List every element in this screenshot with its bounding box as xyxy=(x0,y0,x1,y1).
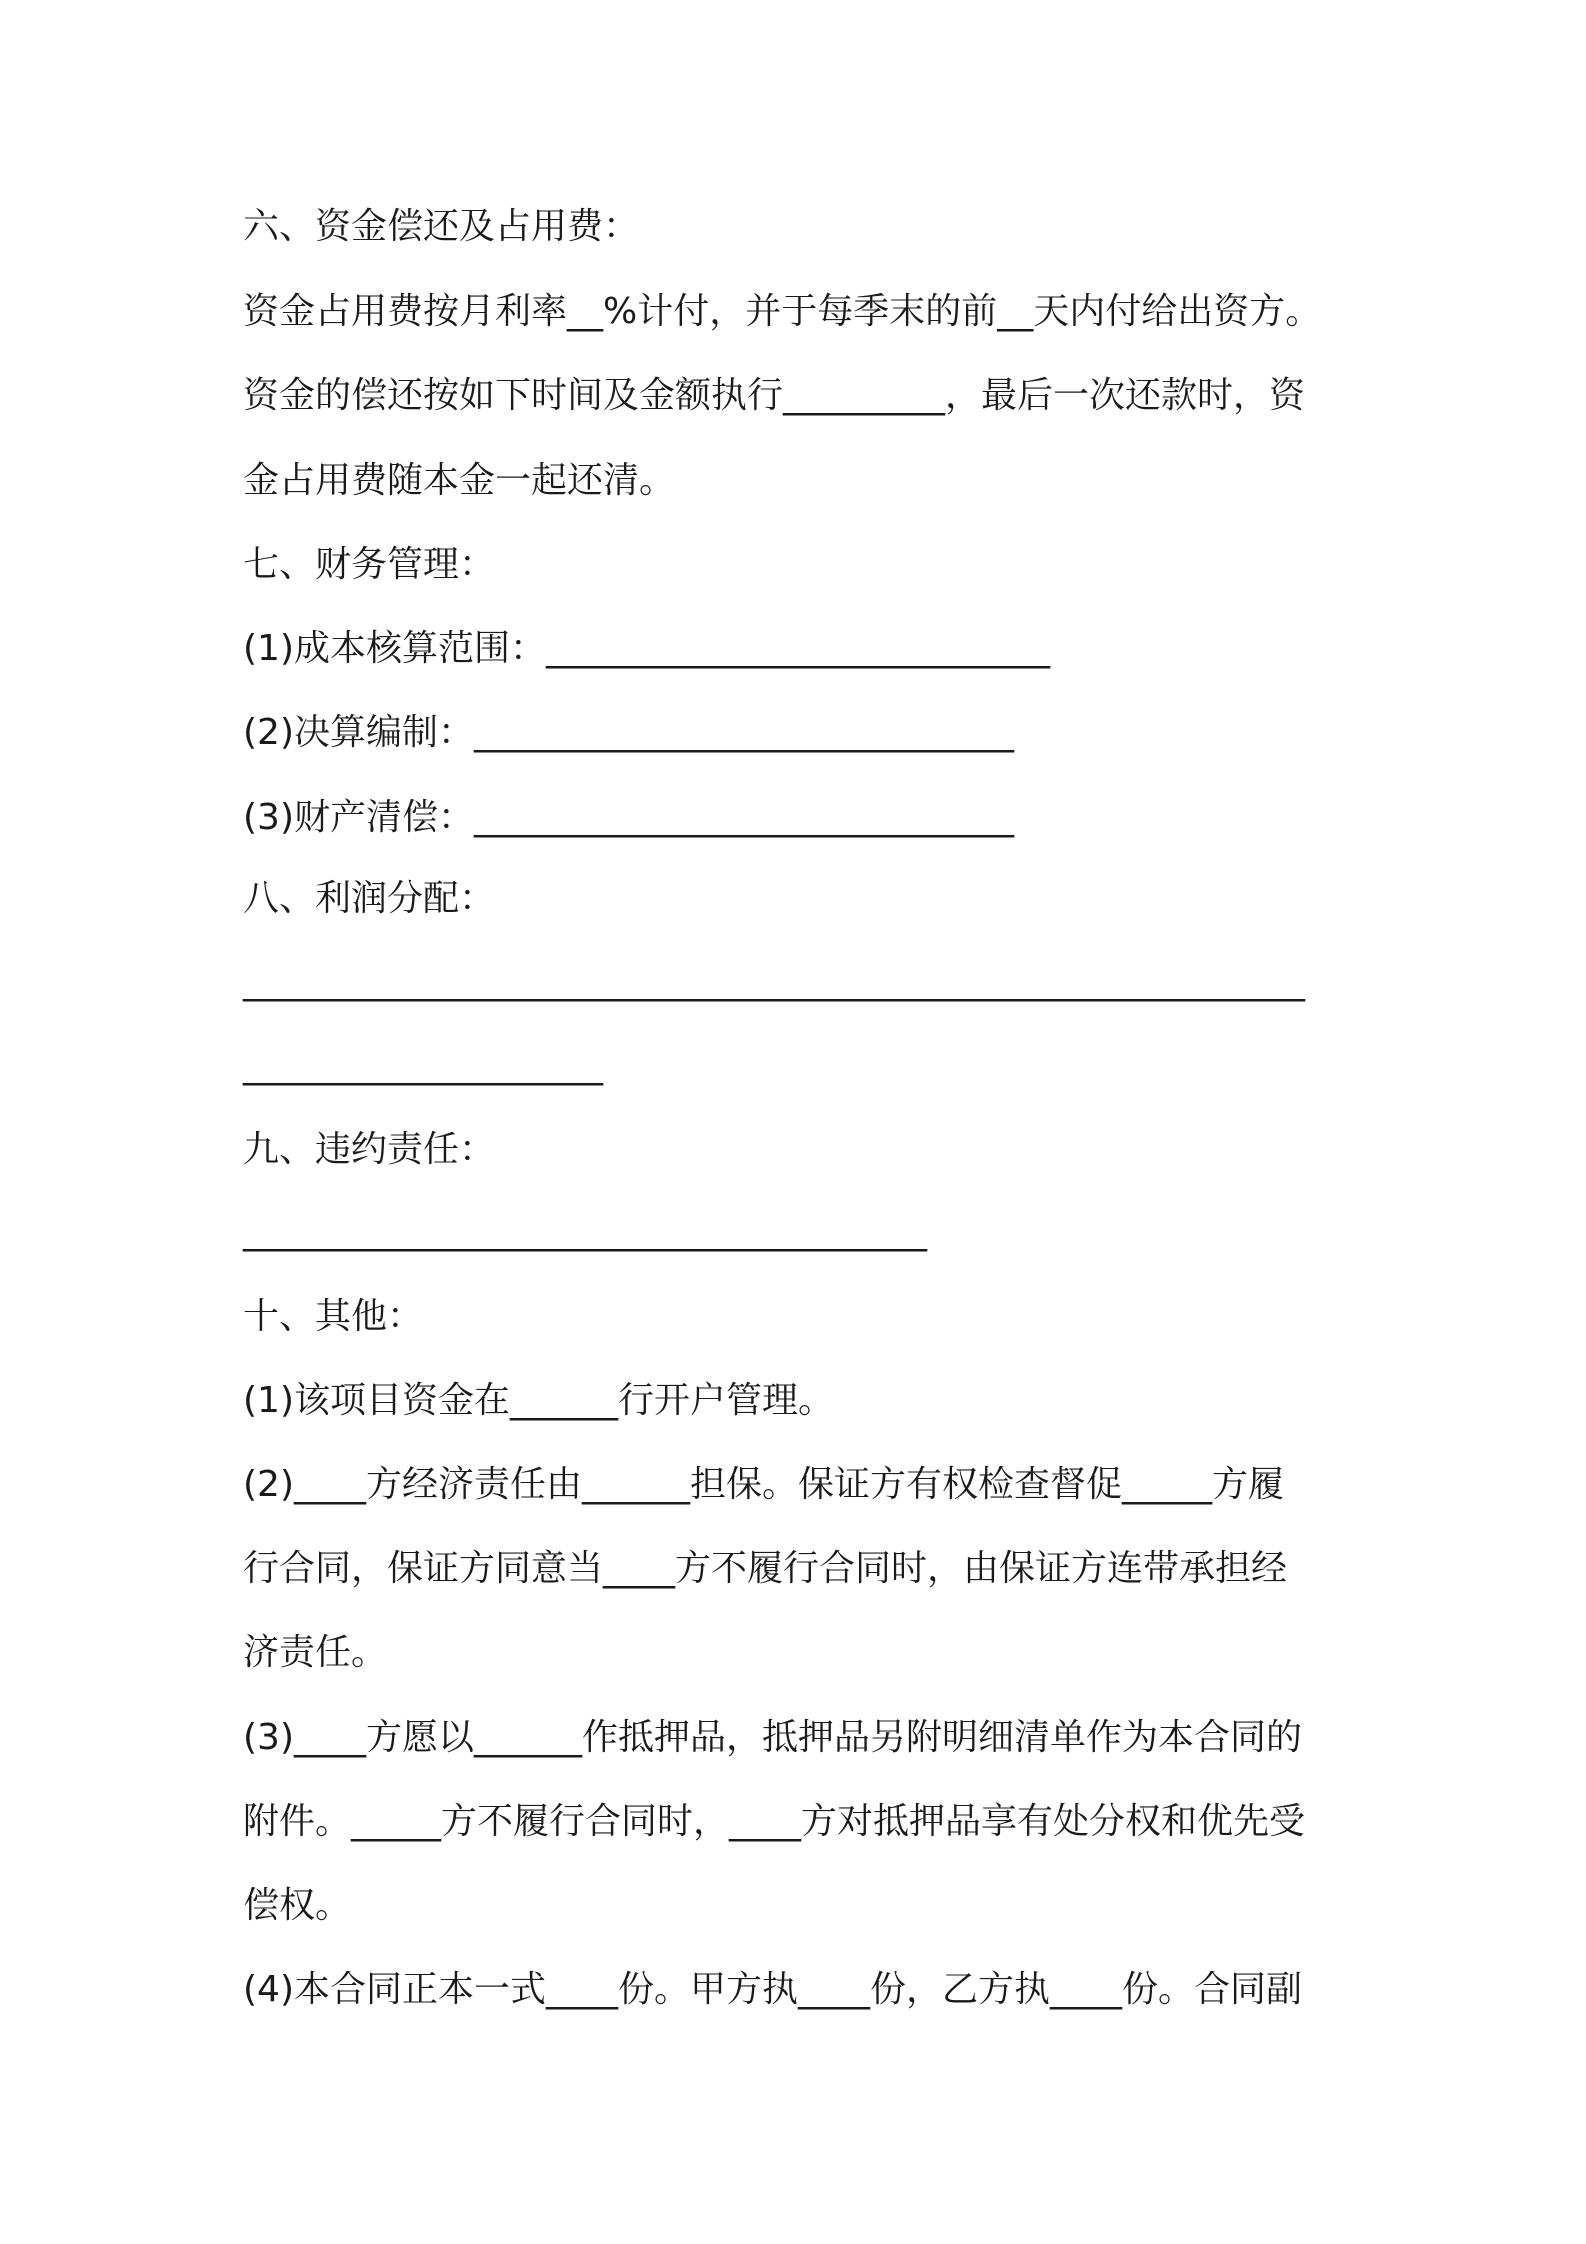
bank-account-item: (1)该项目资金在______行开户管理。 xyxy=(243,1380,834,1421)
section-6-heading: 六、资金偿还及占用费： xyxy=(243,206,640,247)
section-6-paragraph-line: 资金的偿还按如下时间及金额执行_________，最后一次还款时，资 xyxy=(243,375,1306,416)
collateral-item-line: 附件。_____方不履行合同时，____方对抵押品享有处分权和优先受 xyxy=(243,1801,1306,1842)
section-10-heading: 十、其他： xyxy=(243,1296,424,1337)
profit-distribution-blank-line: ___________________________________________________________ xyxy=(243,961,1305,1002)
guarantee-item-line: (2)____方经济责任由______担保。保证方有权检查督促_____方履 xyxy=(243,1464,1284,1505)
section-7-heading: 七、财务管理： xyxy=(243,544,496,585)
section-6-paragraph-line: 资金占用费按月利率__%计付，并于每季末的前__天内付给出资方。 xyxy=(243,291,1322,332)
copies-item-line: (4)本合同正本一式____份。甲方执____份，乙方执____份。合同副 xyxy=(243,1969,1302,2010)
profit-distribution-blank-line: ____________________ xyxy=(243,1045,603,1086)
section-6-paragraph-line: 金占用费随本金一起还清。 xyxy=(243,460,676,501)
section-9-heading: 九、违约责任： xyxy=(243,1129,496,1170)
cost-accounting-scope-item: (1)成本核算范围：____________________________ xyxy=(243,628,1050,669)
guarantee-item-line: 行合同，保证方同意当____方不履行合同时，由保证方连带承担经 xyxy=(243,1548,1288,1589)
collateral-item-line: (3)____方愿以______作抵押品，抵押品另附明细清单作为本合同的 xyxy=(243,1717,1302,1758)
collateral-item-line: 偿权。 xyxy=(243,1885,352,1926)
property-settlement-item: (3)财产清偿：______________________________ xyxy=(243,797,1014,838)
liability-blank-line: ______________________________________ xyxy=(243,1211,927,1252)
section-8-heading: 八、利润分配： xyxy=(243,878,496,919)
guarantee-item-line: 济责任。 xyxy=(243,1632,388,1673)
final-accounts-item: (2)决算编制：______________________________ xyxy=(243,712,1014,753)
